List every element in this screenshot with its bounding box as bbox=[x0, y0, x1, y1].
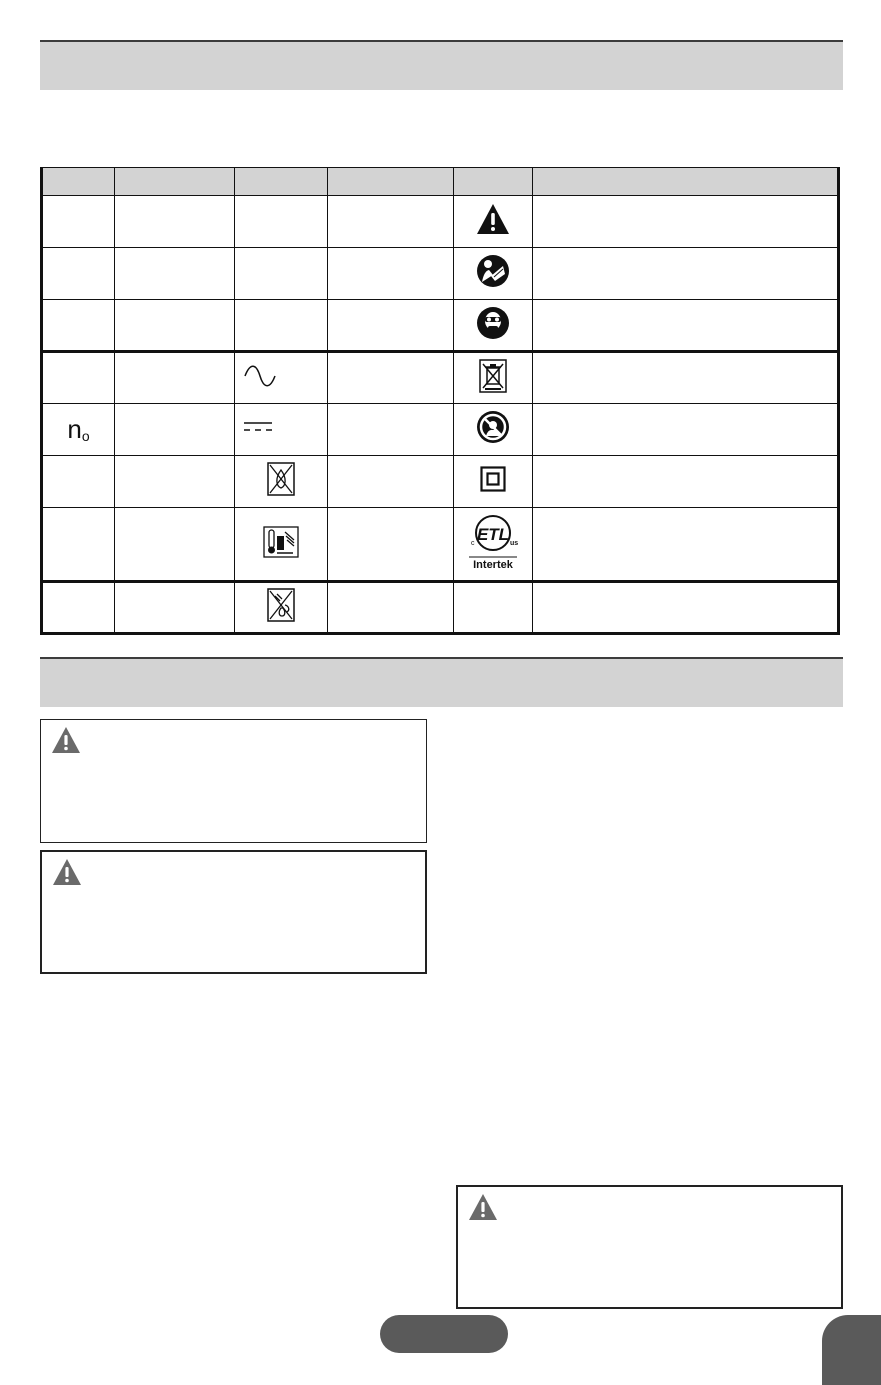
double-insulation-icon bbox=[480, 466, 506, 492]
warning-triangle-icon bbox=[468, 1193, 498, 1221]
crossed-out-bin-icon bbox=[479, 359, 507, 393]
warning-box bbox=[456, 1185, 843, 1309]
header-cell bbox=[115, 168, 235, 196]
symbols-table bbox=[40, 167, 840, 635]
warning-box bbox=[40, 850, 427, 974]
svg-text:ETL: ETL bbox=[476, 524, 510, 544]
do-not-burn-icon bbox=[267, 462, 295, 496]
table-row bbox=[42, 248, 839, 300]
do-not-dispose-in-water-icon bbox=[267, 588, 295, 622]
no-touch-icon bbox=[476, 410, 510, 444]
warning-triangle-icon bbox=[476, 203, 510, 235]
svg-text:c: c bbox=[471, 539, 475, 547]
table-row bbox=[42, 582, 839, 634]
page-number-pill bbox=[380, 1315, 508, 1353]
read-manual-icon bbox=[476, 254, 510, 288]
header-cell bbox=[235, 168, 328, 196]
warning-box bbox=[40, 719, 427, 843]
header-cell bbox=[533, 168, 839, 196]
table-row bbox=[42, 352, 839, 404]
warning-triangle-icon bbox=[52, 858, 82, 886]
header-cell bbox=[328, 168, 454, 196]
page-corner-tab bbox=[822, 1315, 881, 1385]
svg-text:Intertek: Intertek bbox=[473, 558, 513, 571]
table-header-row bbox=[42, 168, 839, 196]
table-row bbox=[42, 456, 839, 508]
ac-sine-wave-icon bbox=[243, 365, 277, 387]
no-load-speed-symbol: no bbox=[42, 404, 115, 456]
table-row bbox=[42, 508, 839, 582]
warning-triangle-icon bbox=[51, 726, 81, 754]
header-cell bbox=[454, 168, 533, 196]
etl-mark-icon bbox=[465, 511, 521, 573]
temperature-limit-icon bbox=[263, 526, 299, 558]
table-row bbox=[42, 300, 839, 352]
table-row bbox=[42, 404, 839, 456]
section-header-bar-2 bbox=[40, 657, 843, 707]
table-row bbox=[42, 196, 839, 248]
wear-eye-protection-icon bbox=[476, 306, 510, 340]
section-header-bar-1 bbox=[40, 40, 843, 90]
dc-current-icon bbox=[243, 420, 273, 434]
svg-text:us: us bbox=[510, 539, 519, 547]
header-cell bbox=[42, 168, 115, 196]
